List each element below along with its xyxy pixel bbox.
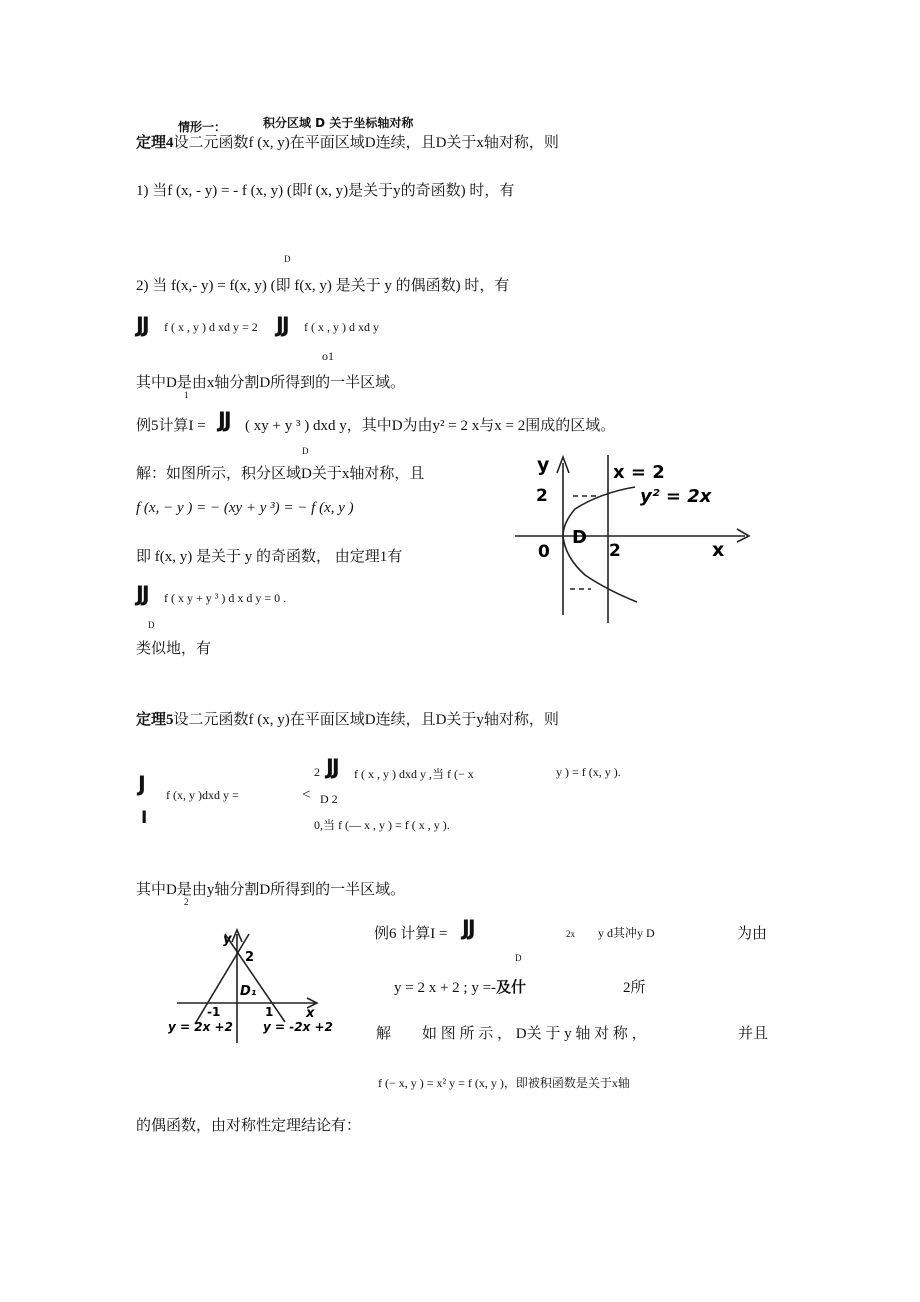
double-integral-sign: JJ bbox=[462, 916, 474, 940]
figure6-graph bbox=[165, 920, 350, 1050]
theorem5-note-sub: 2 bbox=[184, 897, 189, 907]
theorem5-int-bottom: I bbox=[141, 808, 148, 828]
theorem5-statement: 设二元函数f (x, y)在平面区域D连续，且D关于y轴对称，则 bbox=[173, 712, 559, 728]
example6-conclusion: 的偶函数，由对称性定理结论有： bbox=[136, 1118, 362, 1134]
example6-sub-2x: 2x bbox=[566, 929, 575, 939]
theorem4-sub-d1: o1 bbox=[322, 349, 334, 363]
theorem4-formula-right-sign bbox=[276, 313, 288, 337]
example5-solution: 解：如图所示，积分区域D关于x轴对称，且 bbox=[136, 466, 425, 482]
y-axis-label: y bbox=[223, 932, 232, 947]
tick-2-x: 2 bbox=[609, 541, 621, 561]
example5-result: f ( x y + y ³ ) d x d y = 0 . bbox=[164, 591, 287, 605]
line-left bbox=[195, 934, 249, 1024]
left-line-label: y = 2x +2 bbox=[168, 1020, 233, 1034]
theorem4-formula-left: f ( x , y ) d xd y = 2 bbox=[164, 320, 258, 334]
x-axis-label: x bbox=[712, 539, 725, 561]
double-integral-sign: JJ bbox=[326, 755, 338, 779]
example5-integral bbox=[218, 408, 230, 432]
case-label: 情形一： bbox=[178, 120, 227, 134]
region-d1-label: D₁ bbox=[240, 984, 257, 999]
line-right bbox=[225, 934, 285, 1022]
double-integral-sign: JJ bbox=[136, 582, 148, 606]
theorem4-formula-right: f ( x , y ) d xd y bbox=[304, 320, 379, 334]
theorem4-note-sub: 1 bbox=[184, 390, 189, 400]
theorem5-note: 其中D是由y轴分割D所得到的一半区域。 bbox=[136, 882, 406, 898]
origin-label: 0 bbox=[538, 542, 550, 562]
theorem5-lhs: f (x, y )dxd y = bbox=[166, 788, 239, 802]
theorem4 bbox=[136, 131, 559, 152]
theorem4-case2: 2) 当 f(x,- y) = f(x, y) (即 f(x, y) 是关于 y 的偶函数) 时，有 bbox=[136, 278, 510, 294]
double-integral-sign: JJ bbox=[218, 408, 230, 432]
theorem4-sub-d: D bbox=[284, 254, 291, 264]
example5-fx: f (x, − y ) = − (xy + y ³) = − f (x, y ) bbox=[136, 500, 354, 516]
theorem4-label: 定理4 bbox=[136, 135, 174, 151]
tick-2-label: 2 bbox=[245, 950, 255, 965]
theorem5-label: 定理5 bbox=[136, 712, 174, 728]
example6-boundary-tail: 2所 bbox=[623, 980, 646, 996]
example6-solution-prefix: 解 bbox=[376, 1026, 392, 1042]
case-title: 积分区域 D 关于坐标轴对称 bbox=[263, 116, 414, 130]
example5-sub-d: D bbox=[302, 446, 309, 456]
example6-tail: 为由 bbox=[737, 926, 768, 942]
theorem5-case2: 0,当 f (— x , y ) = f ( x , y ). bbox=[314, 818, 450, 832]
right-line-label: y = -2x +2 bbox=[263, 1020, 333, 1034]
theorem5 bbox=[136, 708, 559, 729]
region-d-label: D bbox=[572, 527, 587, 548]
example6-boundary-bold: 及什 bbox=[496, 980, 527, 996]
theorem4-formula bbox=[136, 313, 148, 337]
line-label: x = 2 bbox=[613, 462, 665, 483]
example6-solution: 如 图 所 示 ， D关 于 y 轴 对 称 ， bbox=[422, 1026, 647, 1042]
example5-prefix: 例5计算I = bbox=[136, 418, 206, 434]
theorem5-case1-coef: 2 bbox=[314, 765, 320, 779]
theorem4-statement: 设二元函数f (x, y)在平面区域D连续，且D关于x轴对称，则 bbox=[173, 135, 559, 151]
tick-2-y: 2 bbox=[536, 486, 548, 506]
example6-solution-tail: 并且 bbox=[738, 1026, 769, 1042]
example6-boundary bbox=[394, 976, 526, 997]
example6-integrand: y d其冲y D bbox=[598, 926, 655, 940]
double-integral-sign: JJ bbox=[136, 313, 148, 337]
x-axis-label: x bbox=[306, 1006, 315, 1021]
theorem5-brace-sub: D 2 bbox=[320, 792, 338, 806]
tick-minus-1-label: -1 bbox=[207, 1005, 221, 1019]
tick-1-label: 1 bbox=[265, 1005, 274, 1019]
theorem4-case1: 1) 当f (x, - y) = - f (x, y) (即f (x, y)是关于y的奇函数) 时，有 bbox=[136, 183, 515, 199]
theorem5-case1-integral bbox=[326, 755, 338, 779]
example6-integral bbox=[462, 916, 474, 940]
figure5-graph bbox=[505, 445, 755, 625]
example5-odd: 即 f(x, y) 是关于 y 的奇函数， 由定理1有 bbox=[136, 549, 403, 565]
example6-boundary-text: y = 2 x + 2 ; y =- bbox=[394, 980, 497, 996]
curve-label: y² = 2x bbox=[640, 486, 712, 507]
theorem5-case1: f ( x , y ) dxd y ,当 f (− x bbox=[354, 767, 474, 781]
y-axis-label: y bbox=[537, 454, 550, 476]
example5-integrand: ( xy + y ³ ) dxd y，其中D为由y² = 2 x与x = 2围成的区域。 bbox=[245, 418, 616, 434]
theorem4-note: 其中D是由x轴分割D所得到的一半区域。 bbox=[136, 375, 406, 391]
example5-result-sub: D bbox=[148, 620, 155, 630]
example6-sub-d: D bbox=[515, 953, 522, 963]
double-integral-sign: JJ bbox=[276, 313, 288, 337]
theorem5-case1-tail: y ) = f (x, y ). bbox=[556, 765, 621, 779]
example5-similar: 类似地，有 bbox=[136, 641, 212, 657]
example6-prefix: 例6 计算I = bbox=[374, 926, 448, 942]
example6-fx: f (− x, y ) = x² y = f (x, y )，即被积函数是关于x轴 bbox=[378, 1076, 630, 1090]
example5-result-integral bbox=[136, 582, 148, 606]
theorem5-brace: < bbox=[302, 787, 311, 803]
theorem5-int-top: J bbox=[138, 772, 146, 796]
